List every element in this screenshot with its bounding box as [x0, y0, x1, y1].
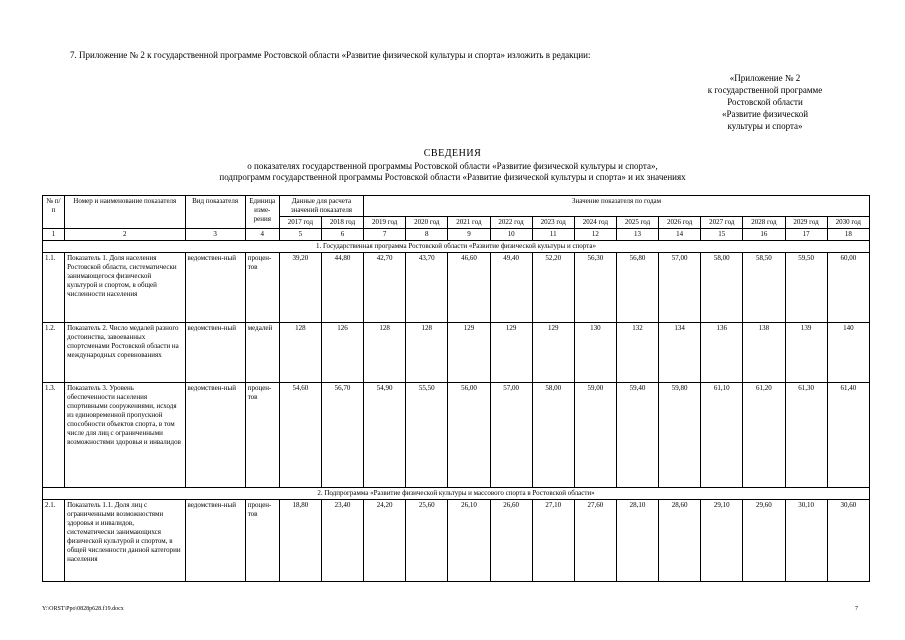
section-row-2: [43, 488, 870, 500]
appendix-line: Ростовской области: [727, 97, 803, 107]
year-cell: 2022 год: [490, 217, 532, 229]
row-number: 1.3.: [43, 383, 65, 488]
value-cell: 134: [659, 323, 701, 383]
value-cell: 61,40: [827, 383, 869, 488]
col-number: 8: [406, 229, 448, 241]
col-number: 1: [43, 229, 65, 241]
footer-page-number: 7: [855, 606, 858, 612]
year-cell: 2021 год: [448, 217, 490, 229]
value-cell: 61,20: [743, 383, 785, 488]
col-number: 15: [701, 229, 743, 241]
header-values: Значение показателя по годам: [364, 196, 870, 217]
appendix-reference: [690, 72, 840, 132]
year-cell: 2024 год: [574, 217, 616, 229]
header-unit: Единица изме-рения: [245, 196, 279, 229]
value-cell: 28,60: [659, 500, 701, 582]
row-kind: ведомствен-ный: [185, 323, 245, 383]
row-unit: процен-тов: [245, 253, 279, 323]
header-name: Номер и наименование показателя: [65, 196, 185, 229]
year-cell: 2029 год: [785, 217, 827, 229]
value-cell: 30,60: [827, 500, 869, 582]
year-cell: 2028 год: [743, 217, 785, 229]
value-cell: 52,20: [532, 253, 574, 323]
row-number: 1.2.: [43, 323, 65, 383]
year-cell: 2019 год: [364, 217, 406, 229]
indicators-table: [42, 195, 870, 582]
col-number: 3: [185, 229, 245, 241]
col-number: 6: [321, 229, 363, 241]
year-cell: 2023 год: [532, 217, 574, 229]
value-cell: 43,70: [406, 253, 448, 323]
value-cell: 140: [827, 323, 869, 383]
value-cell: 60,00: [827, 253, 869, 323]
year-cell: 2030 год: [827, 217, 869, 229]
value-cell: 128: [279, 323, 321, 383]
col-number: 13: [616, 229, 658, 241]
value-cell: 130: [574, 323, 616, 383]
table-row: [43, 383, 870, 488]
footer-file-path: Y:\ORST\Ppo\0828p628.f19.docx: [42, 606, 124, 612]
col-number: 7: [364, 229, 406, 241]
intro-text: 7. Приложение № 2 к государственной программе Ростовской области «Развитие физической культуры и спорта» изложить в редакции:: [70, 50, 591, 60]
col-number: 5: [279, 229, 321, 241]
value-cell: 57,00: [490, 383, 532, 488]
year-cell: 2017 год: [279, 217, 321, 229]
value-cell: 56,70: [321, 383, 363, 488]
heading-line-1: о показателях государственной программы Ростовской области «Развитие физической культуры и спорта»,: [247, 161, 658, 171]
value-cell: 54,90: [364, 383, 406, 488]
year-cell: 2026 год: [659, 217, 701, 229]
year-cell: 2027 год: [701, 217, 743, 229]
value-cell: 61,10: [701, 383, 743, 488]
header-no: № п/п: [43, 196, 65, 229]
value-cell: 30,10: [785, 500, 827, 582]
document-heading: [0, 148, 905, 183]
value-cell: 57,00: [659, 253, 701, 323]
row-number: 1.1.: [43, 253, 65, 323]
value-cell: 58,50: [743, 253, 785, 323]
year-cell: 2025 год: [616, 217, 658, 229]
value-cell: 129: [490, 323, 532, 383]
section-title: 2. Подпрограмма «Развитие физической культуры и массового спорта в Ростовской области»: [43, 488, 870, 500]
value-cell: 56,30: [574, 253, 616, 323]
value-cell: 58,00: [532, 383, 574, 488]
header-base: Данные для расчета значений показателя: [279, 196, 363, 217]
value-cell: 24,20: [364, 500, 406, 582]
value-cell: 42,70: [364, 253, 406, 323]
value-cell: 132: [616, 323, 658, 383]
value-cell: 44,80: [321, 253, 363, 323]
row-unit: процен-тов: [245, 500, 279, 582]
col-number: 16: [743, 229, 785, 241]
value-cell: 128: [406, 323, 448, 383]
value-cell: 126: [321, 323, 363, 383]
row-name: Показатель 3. Уровень обеспеченности населения спортивными сооружениями, исходя из единовременной пропускной способности объектов спорта, в том числе для лиц с ограниченными возможностями здоровья и инвалидов: [65, 383, 185, 488]
col-number: 11: [532, 229, 574, 241]
value-cell: 49,40: [490, 253, 532, 323]
value-cell: 61,30: [785, 383, 827, 488]
header-kind: Вид показателя: [185, 196, 245, 229]
value-cell: 29,60: [743, 500, 785, 582]
year-cell: 2018 год: [321, 217, 363, 229]
row-name: Показатель 2. Число медалей разного достоинства, завоеванных спортсменами Ростовской области на международных соревнованиях: [65, 323, 185, 383]
value-cell: 128: [364, 323, 406, 383]
value-cell: 59,50: [785, 253, 827, 323]
col-number: 10: [490, 229, 532, 241]
value-cell: 58,00: [701, 253, 743, 323]
appendix-line: «Развитие физической: [721, 109, 809, 119]
row-name: Показатель 1. Доля населения Ростовской области, систематически занимающегося физической культурой и спортом, в общей численности населения: [65, 253, 185, 323]
value-cell: 129: [448, 323, 490, 383]
col-number: 17: [785, 229, 827, 241]
value-cell: 28,10: [616, 500, 658, 582]
col-number: 9: [448, 229, 490, 241]
row-unit: медалей: [245, 323, 279, 383]
year-cell: 2020 год: [406, 217, 448, 229]
appendix-line: «Приложение № 2: [729, 73, 801, 83]
value-cell: 129: [532, 323, 574, 383]
value-cell: 56,80: [616, 253, 658, 323]
col-number: 4: [245, 229, 279, 241]
column-numbers-row: [43, 229, 870, 241]
value-cell: 136: [701, 323, 743, 383]
col-number: 12: [574, 229, 616, 241]
value-cell: 56,00: [448, 383, 490, 488]
value-cell: 23,40: [321, 500, 363, 582]
header-row: [43, 196, 870, 217]
heading-line-2: подпрограмм государственной программы Ростовской области «Развитие физической культуры и спорта» и их значениях: [219, 172, 686, 182]
value-cell: 55,50: [406, 383, 448, 488]
table-row: [43, 500, 870, 582]
appendix-line: к государственной программе: [707, 85, 823, 95]
value-cell: 26,60: [490, 500, 532, 582]
value-cell: 139: [785, 323, 827, 383]
col-number: 18: [827, 229, 869, 241]
value-cell: 27,60: [574, 500, 616, 582]
value-cell: 59,00: [574, 383, 616, 488]
value-cell: 18,80: [279, 500, 321, 582]
section-row-1: [43, 241, 870, 253]
row-kind: ведомствен-ный: [185, 500, 245, 582]
row-kind: ведомствен-ный: [185, 383, 245, 488]
heading-title: СВЕДЕНИЯ: [423, 148, 482, 159]
value-cell: 46,60: [448, 253, 490, 323]
value-cell: 138: [743, 323, 785, 383]
col-number: 2: [65, 229, 185, 241]
value-cell: 25,60: [406, 500, 448, 582]
value-cell: 39,20: [279, 253, 321, 323]
table-row: [43, 323, 870, 383]
value-cell: 29,10: [701, 500, 743, 582]
value-cell: 59,80: [659, 383, 701, 488]
value-cell: 54,60: [279, 383, 321, 488]
col-number: 14: [659, 229, 701, 241]
value-cell: 59,40: [616, 383, 658, 488]
table-row: [43, 253, 870, 323]
appendix-line: культуры и спорта»: [727, 121, 803, 131]
value-cell: 27,10: [532, 500, 574, 582]
row-kind: ведомствен-ный: [185, 253, 245, 323]
row-name: Показатель 1.1. Доля лиц с ограниченными возможностями здоровья и инвалидов, систематически занимающихся физической культурой и спортом, в общей численности данной категории населения: [65, 500, 185, 582]
section-title: 1. Государственная программа Ростовской области «Развитие физической культуры и спорта»: [43, 241, 870, 253]
row-number: 2.1.: [43, 500, 65, 582]
value-cell: 26,10: [448, 500, 490, 582]
row-unit: процен-тов: [245, 383, 279, 488]
